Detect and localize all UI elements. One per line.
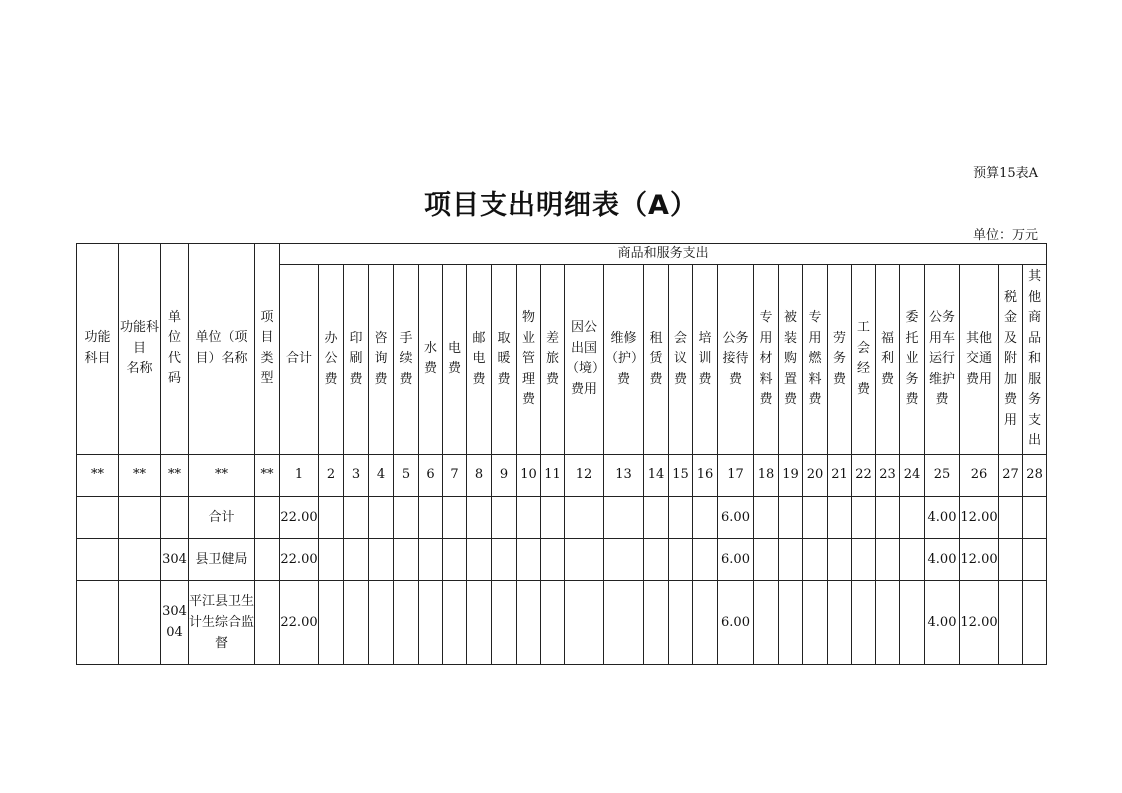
index-cell: 13 [604, 454, 644, 496]
header-expense-col-14: 租赁 费 [644, 265, 669, 455]
index-cell: ** [189, 454, 255, 496]
index-cell: 27 [999, 454, 1023, 496]
header-expense-col-16: 培训 费 [693, 265, 718, 455]
table-cell [1023, 538, 1047, 580]
table-cell [900, 538, 925, 580]
index-cell: 18 [754, 454, 779, 496]
table-cell [1023, 496, 1047, 538]
index-cell: ** [161, 454, 189, 496]
table-cell [828, 580, 852, 664]
header-expense-col-18: 专用 材料 费 [754, 265, 779, 455]
table-cell [161, 496, 189, 538]
header-expense-col-25: 公务 用车 运行 维护 费 [925, 265, 960, 455]
table-cell [517, 496, 541, 538]
index-cell: 12 [565, 454, 604, 496]
header-unit-code: 单位 代码 [161, 244, 189, 455]
table-cell [779, 496, 803, 538]
index-cell: 23 [876, 454, 900, 496]
index-cell: 3 [344, 454, 369, 496]
index-cell: ** [255, 454, 280, 496]
expenditure-table [76, 243, 1047, 665]
header-expense-col-9: 取暖 费 [492, 265, 517, 455]
header-expense-col-4: 咨询 费 [369, 265, 394, 455]
table-cell [565, 580, 604, 664]
index-cell: 1 [280, 454, 319, 496]
table-cell [467, 496, 492, 538]
table-cell [419, 538, 443, 580]
table-cell [803, 580, 828, 664]
table-cell [803, 496, 828, 538]
table-cell [541, 580, 565, 664]
table-cell [344, 538, 369, 580]
page-title: 项目支出明细表（A） [424, 190, 698, 221]
header-expense-col-28: 其他 商品 和服 务支 出 [1023, 265, 1047, 455]
index-cell: 6 [419, 454, 443, 496]
table-cell [77, 538, 119, 580]
table-cell [419, 496, 443, 538]
index-cell: 19 [779, 454, 803, 496]
table-cell [443, 496, 467, 538]
index-cell: 10 [517, 454, 541, 496]
table-cell: 12.00 [960, 538, 999, 580]
header-expense-col-5: 手续 费 [394, 265, 419, 455]
table-cell [492, 496, 517, 538]
header-unit-name: 单位（项 目）名称 [189, 244, 255, 455]
table-cell [344, 580, 369, 664]
table-cell [644, 538, 669, 580]
table-cell [394, 496, 419, 538]
table-cell [565, 538, 604, 580]
unit-label: 单位：万元 [972, 228, 1038, 243]
table-cell [852, 538, 876, 580]
table-cell [999, 580, 1023, 664]
table-row [77, 496, 1047, 538]
header-project-type: 项目 类型 [255, 244, 280, 455]
table-cell [644, 580, 669, 664]
table-cell [369, 580, 394, 664]
table-cell [754, 496, 779, 538]
table-cell [779, 580, 803, 664]
table-cell [443, 580, 467, 664]
table-cell [541, 538, 565, 580]
table-cell [900, 496, 925, 538]
header-expense-col-12: 因公 出国 （境） 费用 [565, 265, 604, 455]
table-cell [604, 580, 644, 664]
table-cell: 合计 [189, 496, 255, 538]
table-cell [693, 580, 718, 664]
table-cell [255, 538, 280, 580]
table-cell [119, 580, 161, 664]
index-cell: 22 [852, 454, 876, 496]
table-cell [876, 580, 900, 664]
table-cell [828, 538, 852, 580]
header-expense-col-20: 专用 燃料 费 [803, 265, 828, 455]
index-cell: 7 [443, 454, 467, 496]
table-row [77, 580, 1047, 664]
header-expense-col-8: 邮电 费 [467, 265, 492, 455]
table-cell [754, 538, 779, 580]
table-cell: 6.00 [718, 496, 754, 538]
index-cell: 15 [669, 454, 693, 496]
header-expense-col-10: 物业 管理 费 [517, 265, 541, 455]
table-cell [852, 496, 876, 538]
table-cell [565, 496, 604, 538]
table-cell: 12.00 [960, 580, 999, 664]
header-expense-col-17: 公务 接待 费 [718, 265, 754, 455]
header-functional-subject: 功能 科目 [77, 244, 119, 455]
table-cell [541, 496, 565, 538]
header-expense-col-2: 办公 费 [319, 265, 344, 455]
table-cell [369, 538, 394, 580]
index-cell: 28 [1023, 454, 1047, 496]
table-cell [669, 580, 693, 664]
header-expense-col-13: 维修 （护） 费 [604, 265, 644, 455]
table-cell [604, 496, 644, 538]
table-cell [492, 580, 517, 664]
table-cell [1023, 580, 1047, 664]
index-cell: 5 [394, 454, 419, 496]
table-cell [517, 580, 541, 664]
header-expense-col-23: 福利 费 [876, 265, 900, 455]
index-cell: 8 [467, 454, 492, 496]
header-expense-col-24: 委托 业务 费 [900, 265, 925, 455]
table-cell: 12.00 [960, 496, 999, 538]
table-cell [255, 580, 280, 664]
table-cell [255, 496, 280, 538]
table-cell [344, 496, 369, 538]
table-cell [803, 538, 828, 580]
index-cell: 11 [541, 454, 565, 496]
table-cell [394, 580, 419, 664]
table-cell [604, 538, 644, 580]
table-cell [319, 538, 344, 580]
table-cell: 304 04 [161, 580, 189, 664]
table-cell [999, 496, 1023, 538]
header-expense-col-15: 会议 费 [669, 265, 693, 455]
table-cell [319, 580, 344, 664]
index-cell: 20 [803, 454, 828, 496]
header-expense-col-3: 印刷 费 [344, 265, 369, 455]
table-cell: 22.00 [280, 580, 319, 664]
header-expense-col-22: 工会 经费 [852, 265, 876, 455]
index-cell: 26 [960, 454, 999, 496]
index-cell: 21 [828, 454, 852, 496]
table-cell [394, 538, 419, 580]
table-cell: 4.00 [925, 580, 960, 664]
table-cell [492, 538, 517, 580]
table-cell [517, 538, 541, 580]
table-cell: 22.00 [280, 496, 319, 538]
header-functional-subject-name: 功能科目 名称 [119, 244, 161, 455]
table-cell [369, 496, 394, 538]
header-expense-col-1: 合计 [280, 265, 319, 455]
index-cell: 9 [492, 454, 517, 496]
index-cell: 14 [644, 454, 669, 496]
table-cell [467, 580, 492, 664]
table-cell: 6.00 [718, 538, 754, 580]
table-cell [644, 496, 669, 538]
table-cell [119, 496, 161, 538]
table-cell [999, 538, 1023, 580]
table-cell: 平江县卫生计生综合监督 [189, 580, 255, 664]
budget-code: 预算15表A [973, 166, 1038, 181]
header-expense-col-19: 被装 购置 费 [779, 265, 803, 455]
header-expense-col-7: 电费 [443, 265, 467, 455]
index-cell: 25 [925, 454, 960, 496]
table-cell: 6.00 [718, 580, 754, 664]
table-cell: 22.00 [280, 538, 319, 580]
table-cell [77, 496, 119, 538]
table-cell [876, 496, 900, 538]
table-cell [900, 580, 925, 664]
index-cell: ** [119, 454, 161, 496]
table-cell [693, 538, 718, 580]
table-cell [852, 580, 876, 664]
table-cell [467, 538, 492, 580]
table-cell [693, 496, 718, 538]
index-cell: 16 [693, 454, 718, 496]
header-expense-col-6: 水费 [419, 265, 443, 455]
table-cell [119, 538, 161, 580]
table-cell: 县卫健局 [189, 538, 255, 580]
table-cell [669, 496, 693, 538]
index-cell: 2 [319, 454, 344, 496]
header-expense-col-26: 其他 交通 费用 [960, 265, 999, 455]
table-cell: 304 [161, 538, 189, 580]
index-cell: ** [77, 454, 119, 496]
header-expense-col-27: 税金 及附 加费 用 [999, 265, 1023, 455]
table-row [77, 538, 1047, 580]
table-cell [779, 538, 803, 580]
index-cell: 4 [369, 454, 394, 496]
table-cell: 4.00 [925, 496, 960, 538]
header-expense-col-11: 差旅 费 [541, 265, 565, 455]
index-cell: 24 [900, 454, 925, 496]
table-cell [419, 580, 443, 664]
table-cell [876, 538, 900, 580]
table-cell: 4.00 [925, 538, 960, 580]
index-cell: 17 [718, 454, 754, 496]
table-cell [669, 538, 693, 580]
header-expense-col-21: 劳务 费 [828, 265, 852, 455]
table-cell [754, 580, 779, 664]
header-goods-services-group: 商品和服务支出 [280, 244, 1047, 265]
table-cell [443, 538, 467, 580]
table-cell [77, 580, 119, 664]
table-cell [319, 496, 344, 538]
table-cell [828, 496, 852, 538]
